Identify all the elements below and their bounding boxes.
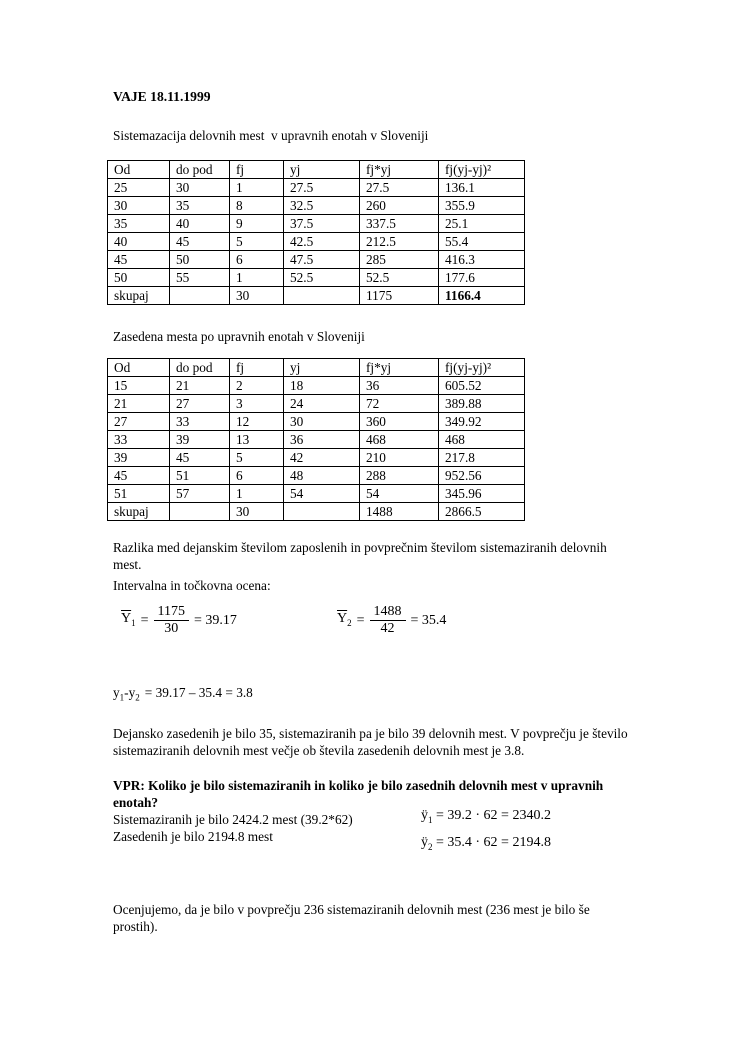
column-header: fj(yj-yj)² bbox=[439, 161, 525, 179]
table-header-row bbox=[108, 161, 525, 179]
table-row bbox=[108, 485, 525, 503]
table-cell: 54 bbox=[360, 485, 439, 503]
table-cell: 2866.5 bbox=[439, 503, 525, 521]
table-row bbox=[108, 197, 525, 215]
formula-variable: $\overline{Y}_2$ bbox=[337, 610, 352, 628]
table-cell: 177.6 bbox=[439, 269, 525, 287]
column-header: fj(yj-yj)² bbox=[439, 359, 525, 377]
table-row bbox=[108, 413, 525, 431]
table-cell: 33 bbox=[108, 431, 170, 449]
table-cell: 5 bbox=[230, 449, 284, 467]
table-cell: 337.5 bbox=[360, 215, 439, 233]
table-cell: 6 bbox=[230, 467, 284, 485]
table-cell: 1 bbox=[230, 485, 284, 503]
table-cell: 1175 bbox=[360, 287, 439, 305]
table-cell: 360 bbox=[360, 413, 439, 431]
table-cell: 605.52 bbox=[439, 377, 525, 395]
formula-result: = 35.4 bbox=[410, 613, 447, 628]
table-cell: 12 bbox=[230, 413, 284, 431]
table-cell: 39 bbox=[170, 431, 230, 449]
table-cell: 36 bbox=[360, 377, 439, 395]
table-cell: 50 bbox=[108, 269, 170, 287]
table-cell: 468 bbox=[360, 431, 439, 449]
table-cell: 48 bbox=[284, 467, 360, 485]
table-cell: 416.3 bbox=[439, 251, 525, 269]
table-row bbox=[108, 467, 525, 485]
table-cell: 57 bbox=[170, 485, 230, 503]
column-header: fj bbox=[230, 161, 284, 179]
table-cell: skupaj bbox=[108, 287, 170, 305]
table-row bbox=[108, 251, 525, 269]
table-zasedena-mesta bbox=[107, 358, 525, 521]
table-cell: 33 bbox=[170, 413, 230, 431]
table-cell: 21 bbox=[170, 377, 230, 395]
formula-difference: $y_1-y_2 = 39.17 - 35.4 = 3.8$ bbox=[113, 685, 253, 703]
table-cell: 952.56 bbox=[439, 467, 525, 485]
table-cell: 35 bbox=[108, 215, 170, 233]
table-row bbox=[108, 179, 525, 197]
table-cell: 30 bbox=[230, 287, 284, 305]
table-cell: 260 bbox=[360, 197, 439, 215]
table-cell: 42 bbox=[284, 449, 360, 467]
table-cell: 9 bbox=[230, 215, 284, 233]
table-cell: 18 bbox=[284, 377, 360, 395]
table-cell: 52.5 bbox=[284, 269, 360, 287]
table-cell: 32.5 bbox=[284, 197, 360, 215]
table-cell: 45 bbox=[170, 449, 230, 467]
fraction bbox=[370, 604, 406, 637]
column-header: fj*yj bbox=[360, 359, 439, 377]
column-header: Od bbox=[108, 161, 170, 179]
table-cell: 355.9 bbox=[439, 197, 525, 215]
equals-sign: = bbox=[140, 613, 149, 628]
table-row bbox=[108, 449, 525, 467]
table-cell: 30 bbox=[108, 197, 170, 215]
table-header-row bbox=[108, 359, 525, 377]
table-cell: 8 bbox=[230, 197, 284, 215]
fraction-numerator: 1175 bbox=[154, 604, 189, 621]
table-cell: 40 bbox=[108, 233, 170, 251]
paragraph-zasedenih: Zasedenih je bilo 2194.8 mest bbox=[113, 828, 273, 844]
paragraph-razlika: Razlika med dejanskim številom zaposlenih in povprečnim številom sistemaziranih delovnih mest. bbox=[113, 540, 607, 572]
table-cell: skupaj bbox=[108, 503, 170, 521]
table-cell: 468 bbox=[439, 431, 525, 449]
table-row bbox=[108, 377, 525, 395]
table-cell: 345.96 bbox=[439, 485, 525, 503]
table-row bbox=[108, 431, 525, 449]
table-cell: 349.92 bbox=[439, 413, 525, 431]
table-cell: 217.8 bbox=[439, 449, 525, 467]
table-cell: 45 bbox=[108, 251, 170, 269]
table-cell bbox=[170, 287, 230, 305]
table-row bbox=[108, 233, 525, 251]
table-cell: 25 bbox=[108, 179, 170, 197]
column-header: fj bbox=[230, 359, 284, 377]
paragraph-dejansko: Dejansko zasedenih je bilo 35, sistemaziranih pa je bilo 39 delovnih mest. V povprečju je število sistemaziranih delovnih mest večje ob števila zasedenih delovnih mest je 3.8. bbox=[113, 725, 628, 758]
table-cell: 30 bbox=[284, 413, 360, 431]
table-cell: 47.5 bbox=[284, 251, 360, 269]
table-cell: 1 bbox=[230, 269, 284, 287]
table-cell: 1488 bbox=[360, 503, 439, 521]
column-header: fj*yj bbox=[360, 161, 439, 179]
table-cell: 52.5 bbox=[360, 269, 439, 287]
table-row bbox=[108, 269, 525, 287]
formula-result: = 39.17 bbox=[194, 613, 237, 628]
table-cell: 2 bbox=[230, 377, 284, 395]
table-cell: 55 bbox=[170, 269, 230, 287]
table-cell: 1 bbox=[230, 179, 284, 197]
table-cell: 5 bbox=[230, 233, 284, 251]
table-cell: 50 bbox=[170, 251, 230, 269]
formula-mean-1 bbox=[121, 604, 237, 637]
table-cell: 27 bbox=[170, 395, 230, 413]
fraction-denominator: 42 bbox=[380, 621, 395, 636]
paragraph-sistemaziranih: Sistemaziranih je bilo 2424.2 mest (39.2*62) bbox=[113, 811, 353, 827]
table-cell: 55.4 bbox=[439, 233, 525, 251]
column-header: do pod bbox=[170, 161, 230, 179]
table-cell: 3 bbox=[230, 395, 284, 413]
table-sistemazacija bbox=[107, 160, 525, 305]
table1-caption: Sistemazacija delovnih mest v upravnih enotah v Sloveniji bbox=[113, 128, 429, 143]
column-header: Od bbox=[108, 359, 170, 377]
table-row bbox=[108, 503, 525, 521]
fraction-denominator: 30 bbox=[164, 621, 179, 636]
column-header: do pod bbox=[170, 359, 230, 377]
table-cell: 21 bbox=[108, 395, 170, 413]
vpr-question-heading: VPR: Koliko je bilo sistemaziranih in koliko je bilo zasednih delovnih mest v upravnih enotah? bbox=[113, 777, 604, 810]
table-row bbox=[108, 287, 525, 305]
table-cell: 13 bbox=[230, 431, 284, 449]
table-cell: 389.88 bbox=[439, 395, 525, 413]
table-cell: 212.5 bbox=[360, 233, 439, 251]
table-cell: 136.1 bbox=[439, 179, 525, 197]
table-cell: 51 bbox=[108, 485, 170, 503]
table-cell: 37.5 bbox=[284, 215, 360, 233]
table-cell bbox=[284, 503, 360, 521]
table-row bbox=[108, 215, 525, 233]
table-cell: 27.5 bbox=[360, 179, 439, 197]
table-cell: 40 bbox=[170, 215, 230, 233]
table-cell: 35 bbox=[170, 197, 230, 215]
table-cell: 27 bbox=[108, 413, 170, 431]
table-cell: 45 bbox=[108, 467, 170, 485]
table-cell: 42.5 bbox=[284, 233, 360, 251]
formula-mean-2 bbox=[337, 604, 446, 637]
table-cell: 72 bbox=[360, 395, 439, 413]
column-header: yj bbox=[284, 161, 360, 179]
table-cell: 24 bbox=[284, 395, 360, 413]
table-cell: 285 bbox=[360, 251, 439, 269]
table-row bbox=[108, 395, 525, 413]
fraction-numerator: 1488 bbox=[370, 604, 406, 621]
table-cell: 6 bbox=[230, 251, 284, 269]
formula-variable: $\overline{Y}_1$ bbox=[121, 610, 136, 628]
table-cell: 51 bbox=[170, 467, 230, 485]
table-cell: 288 bbox=[360, 467, 439, 485]
table-cell: 210 bbox=[360, 449, 439, 467]
equals-sign: = bbox=[356, 613, 365, 628]
fraction bbox=[154, 604, 189, 637]
formula-total-2: $ÿ_2 = 35.4 \cdot 62 = 2194.8$ bbox=[421, 834, 551, 852]
column-header: yj bbox=[284, 359, 360, 377]
table-cell: 30 bbox=[170, 179, 230, 197]
table-cell: 15 bbox=[108, 377, 170, 395]
table-cell: 39 bbox=[108, 449, 170, 467]
table-cell: 25.1 bbox=[439, 215, 525, 233]
answer-block bbox=[113, 807, 637, 863]
table-cell: 30 bbox=[230, 503, 284, 521]
document-title: VAJE 18.11.1999 bbox=[113, 89, 211, 104]
table-cell bbox=[170, 503, 230, 521]
table-cell bbox=[284, 287, 360, 305]
table2-caption: Zasedena mesta po upravnih enotah v Sloveniji bbox=[113, 329, 365, 344]
table-cell: 45 bbox=[170, 233, 230, 251]
table-cell: 36 bbox=[284, 431, 360, 449]
formula-total-1: $ÿ_1 = 39.2 \cdot 62 = 2340.2$ bbox=[421, 807, 551, 825]
paragraph-ocenjujemo: Ocenjujemo, da je bilo v povprečju 236 sistemaziranih delovnih mest (236 mest je bilo še prostih). bbox=[113, 901, 590, 934]
paragraph-intervalna: Intervalna in točkovna ocena: bbox=[113, 578, 271, 593]
table-cell: 54 bbox=[284, 485, 360, 503]
mean-formulas-row bbox=[113, 604, 637, 650]
table-cell: 1166.4 bbox=[439, 287, 525, 305]
table-cell: 27.5 bbox=[284, 179, 360, 197]
